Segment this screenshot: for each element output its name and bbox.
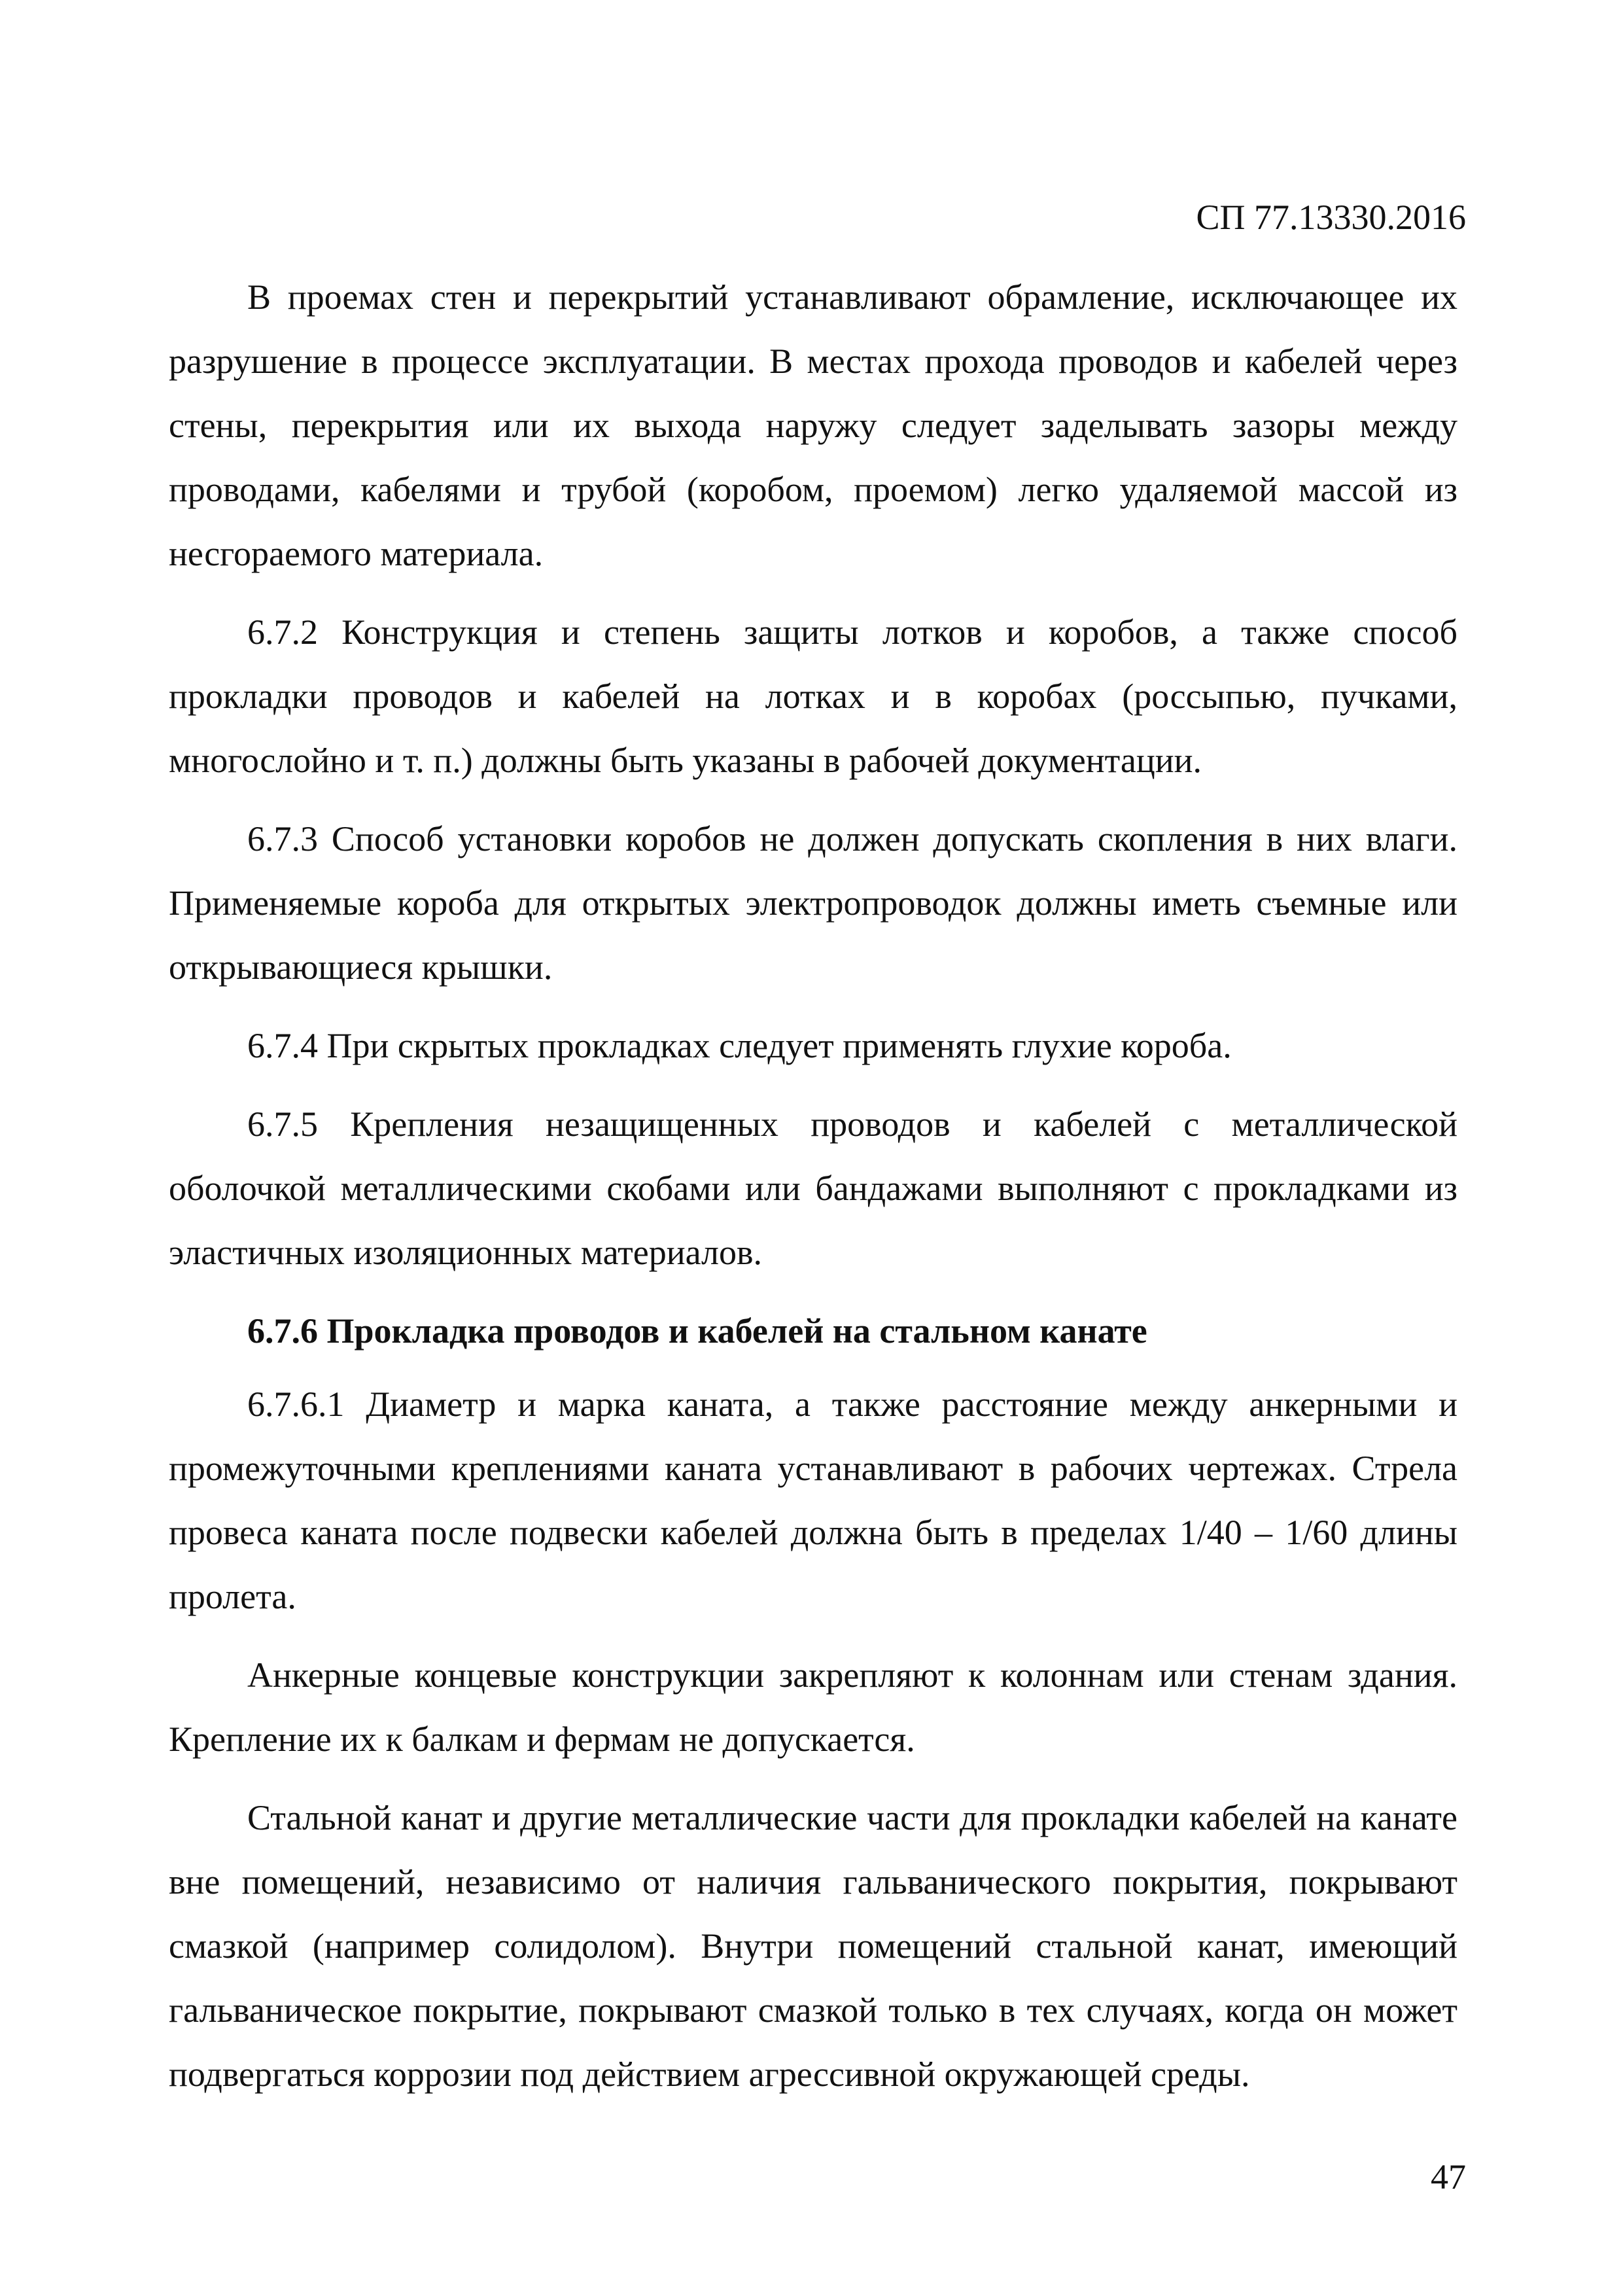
section-heading-6-7-6: 6.7.6 Прокладка проводов и кабелей на стальном канате xyxy=(247,1311,1147,1351)
page-content xyxy=(169,265,1457,2121)
paragraph-steel-rope-lubrication: Стальной канат и другие металлические части для прокладки кабелей на канате вне помещений, независимо от наличия гальванического покрытия, покрывают смазкой (например солидолом). Внутри помещений стальной канат, имеющий гальваническое покрытие, покрывают смазкой только в тех случаях, когда он может подвергаться коррозии под действием агрессивной окружающей среды. xyxy=(169,1798,1457,2094)
paragraph-6-7-4: 6.7.4 При скрытых прокладках следует применять глухие короба. xyxy=(247,1026,1232,1065)
paragraph-6-7-3: 6.7.3 Способ установки коробов не должен допускать скопления в них влаги. Применяемые короба для открытых электропроводок должны иметь съемные или открывающиеся крышки. xyxy=(169,819,1457,987)
paragraph-6-7-2: 6.7.2 Конструкция и степень защиты лотков и коробов, а также способ прокладки проводов и кабелей на лотках и в коробах (россыпью, пучками, многослойно и т. п.) должны быть указаны в рабочей документации. xyxy=(169,612,1457,780)
paragraph-anchor-structures: Анкерные концевые конструкции закрепляют к колоннам или стенам здания. Крепление их к балкам и фермам не допускается. xyxy=(169,1655,1457,1759)
paragraph-6-7-6-1: 6.7.6.1 Диаметр и марка каната, а также расстояние между анкерными и промежуточными креплениями каната устанавливают в рабочих чертежах. Стрела провеса каната после подвески кабелей должна быть в пределах 1/40 – 1/60 длины пролета. xyxy=(169,1385,1457,1616)
document-code: СП 77.13330.2016 xyxy=(1196,198,1466,237)
paragraph-openings-framing: В проемах стен и перекрытий устанавливают обрамление, исключающее их разрушение в процессе эксплуатации. В местах прохода проводов и кабелей через стены, перекрытия или их выхода наружу следует заделывать зазоры между проводами, кабелями и трубой (коробом, проемом) легко удаляемой массой из несгораемого материала. xyxy=(169,277,1457,573)
page-number: 47 xyxy=(1431,2157,1466,2197)
paragraph-6-7-5: 6.7.5 Крепления незащищенных проводов и кабелей с металлической оболочкой металлическими скобами или бандажами выполняют с прокладками из эластичных изоляционных материалов. xyxy=(169,1104,1457,1272)
